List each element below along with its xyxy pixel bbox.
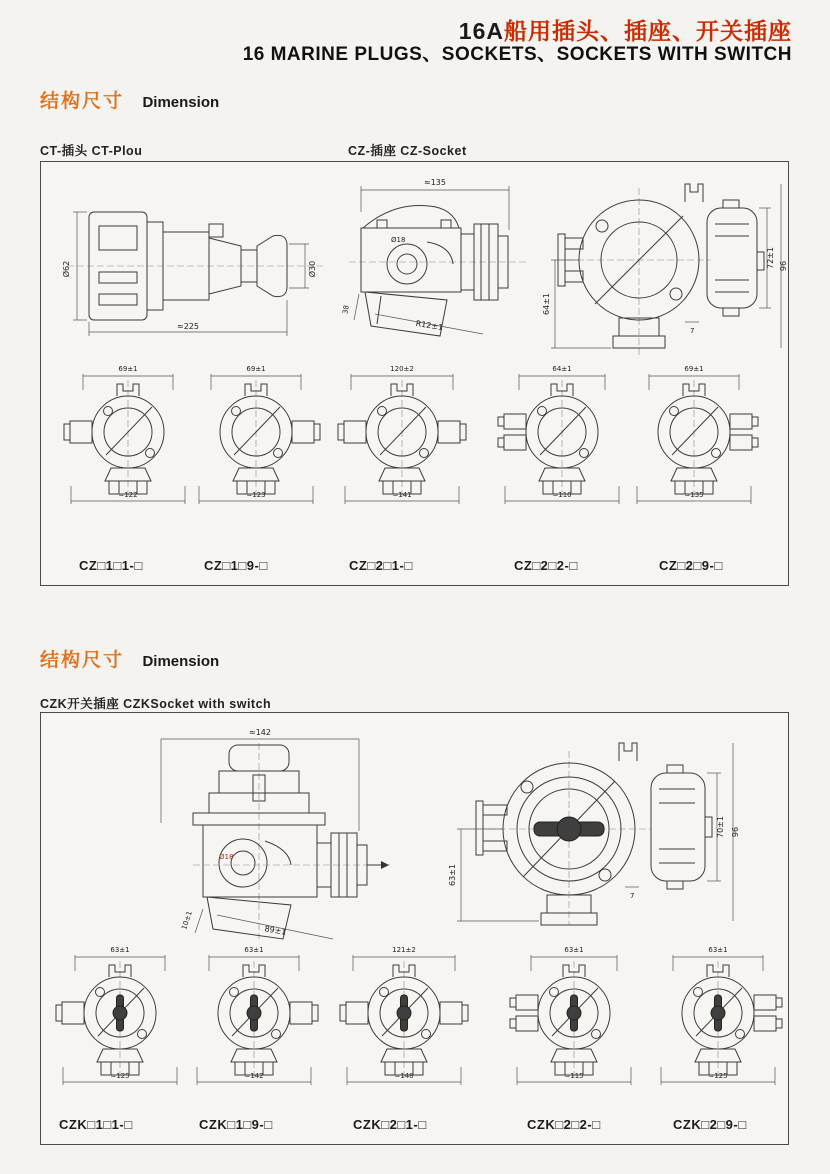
page-title-line2: 16 MARINE PLUGS、SOCKETS、SOCKETS WITH SWITCH	[242, 44, 792, 66]
label-cz-socket: CZ-插座 CZ-Socket	[348, 144, 467, 158]
page-title-line1	[152, 18, 792, 44]
dim-top: 69±1	[118, 365, 138, 373]
dim-czk-dia18: Ø18	[219, 853, 234, 861]
dim-cz-height: 38	[341, 304, 351, 315]
dim-top: 69±1	[246, 365, 266, 373]
cz-socket-side-drawing	[333, 172, 533, 364]
dim-czfront-offset: 7	[690, 327, 695, 335]
dim-czk-width: ≈142	[249, 728, 271, 737]
cz-model-drawing-2	[191, 358, 323, 510]
dim-czkfront-cap: 70±1	[716, 816, 725, 838]
dim-top: 121±2	[392, 946, 416, 954]
dim-bottom: ≈125	[708, 1072, 728, 1080]
model-label: CZK□1□1-□	[59, 1117, 133, 1132]
model-label: CZK□2□2-□	[527, 1117, 601, 1132]
label-czk-socket: CZK开关插座 CZKSocket with switch	[40, 697, 272, 711]
dim-top: 120±2	[390, 365, 414, 373]
section2-heading	[40, 645, 219, 672]
dim-top: 69±1	[684, 365, 704, 373]
model-label: CZ□2□2-□	[514, 558, 578, 573]
dim-czkfront-left: 63±1	[448, 864, 457, 886]
cz-model-drawing-3	[337, 358, 469, 510]
dim-bottom: ≈142	[244, 1072, 264, 1080]
section1-heading-cn: 结构尺寸	[40, 91, 125, 112]
dim-top: 63±1	[564, 946, 584, 954]
czk-model-drawing-4	[509, 939, 641, 1091]
czk-drawings-panel	[40, 712, 789, 1145]
model-label: CZ□2□9-□	[659, 558, 723, 573]
czk-side-drawing	[119, 723, 399, 951]
dim-top: 63±1	[110, 946, 130, 954]
section2-heading-cn: 结构尺寸	[40, 650, 125, 671]
dim-bottom: ≈148	[394, 1072, 414, 1080]
switch-knob	[534, 817, 604, 841]
model-label: CZK□2□1-□	[353, 1117, 427, 1132]
section1-heading	[40, 86, 219, 113]
dim-cz-radius: R12±1	[415, 318, 444, 333]
czk-model-drawing-2	[189, 939, 321, 1091]
title-chinese: 船用插头、插座、开关插座	[504, 18, 792, 44]
dim-bottom: ≈125	[110, 1072, 130, 1080]
czk-model-drawing-5	[653, 939, 785, 1091]
dim-cz-width: ≈135	[424, 178, 446, 187]
dim-bottom: ≈122	[118, 491, 138, 499]
dim-czk-small-diag: 10±1	[180, 909, 194, 931]
dim-bottom: ≈135	[684, 491, 704, 499]
section2-heading-en: Dimension	[142, 653, 220, 670]
dim-bottom: ≈123	[246, 491, 266, 499]
title-prefix: 16A	[458, 18, 504, 44]
model-label: CZ□1□1-□	[79, 558, 143, 573]
dim-top: 63±1	[708, 946, 728, 954]
dim-czk-diag: 89±1	[263, 924, 288, 937]
dim-czfront-left: 64±1	[542, 293, 551, 315]
dim-bottom: ≈141	[392, 491, 412, 499]
model-label: CZ□1□9-□	[204, 558, 268, 573]
model-label: CZK□2□9-□	[673, 1117, 747, 1132]
ct-plug-side-drawing	[59, 174, 331, 352]
czk-model-drawing-1	[55, 939, 187, 1091]
dim-czfront-overall: 96	[779, 260, 788, 272]
dim-ct-length: ≈225	[177, 322, 199, 331]
cz-socket-front-drawing	[539, 172, 789, 364]
dim-czkfront-overall: 96	[731, 826, 740, 838]
dim-bottom: ≈115	[564, 1072, 584, 1080]
model-label: CZK□1□9-□	[199, 1117, 273, 1132]
section1-heading-en: Dimension	[142, 94, 220, 111]
dim-top: 64±1	[552, 365, 572, 373]
dim-top: 63±1	[244, 946, 264, 954]
dim-ct-diameter: Ø62	[62, 260, 71, 278]
page-title	[152, 18, 792, 66]
cz-model-drawing-4	[497, 358, 629, 510]
dim-czkfront-offset: 7	[630, 892, 635, 900]
cz-model-drawing-1	[63, 358, 195, 510]
cz-drawings-panel	[40, 161, 789, 586]
cz-model-drawing-5	[629, 358, 761, 510]
dim-ct-end-diameter: Ø30	[308, 260, 317, 278]
label-ct-plug: CT-插头 CT-Plou	[40, 144, 143, 158]
czk-front-drawing	[439, 729, 751, 941]
dim-cz-dia18: Ø18	[391, 236, 406, 244]
dim-czfront-cap: 72±1	[766, 247, 775, 269]
czk-model-drawing-3	[339, 939, 471, 1091]
dim-bottom: ≈110	[552, 491, 572, 499]
model-label: CZ□2□1-□	[349, 558, 413, 573]
